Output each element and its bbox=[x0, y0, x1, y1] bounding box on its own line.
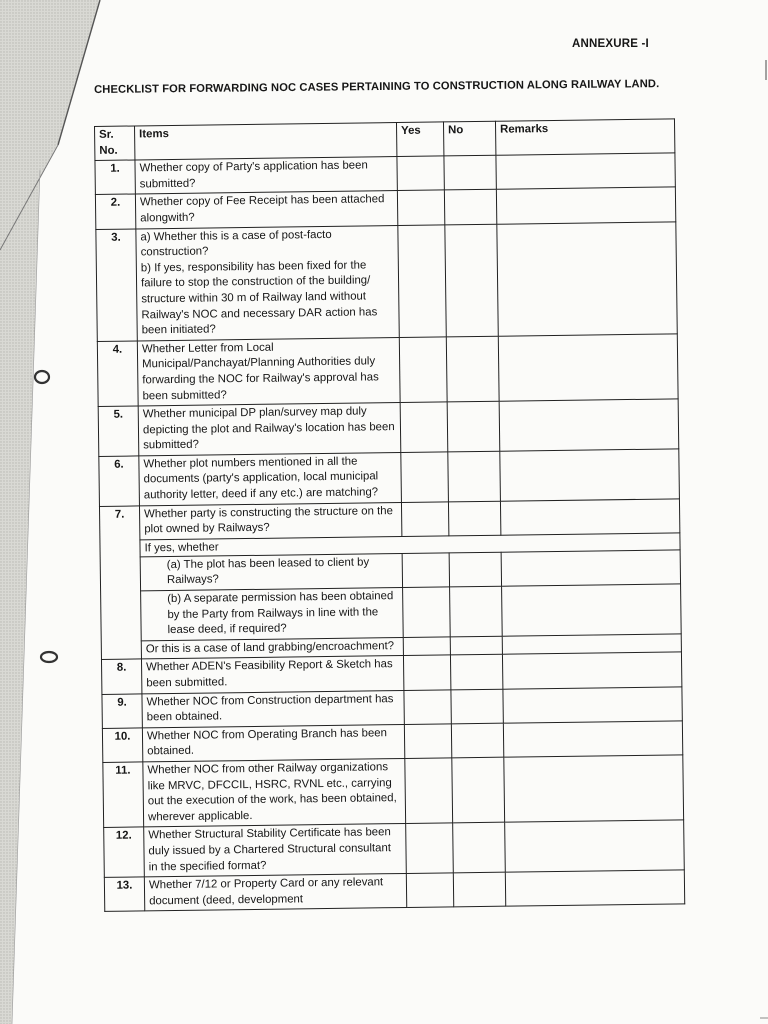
yes-cell[interactable] bbox=[398, 224, 446, 337]
row-item-part-a: a) Whether this is a case of post-facto construction? bbox=[140, 228, 332, 259]
row-item: Whether copy of Fee Receipt has been attached alongwith? bbox=[135, 191, 397, 229]
table-row bbox=[99, 449, 680, 506]
row-number: 9. bbox=[102, 694, 142, 729]
no-cell[interactable] bbox=[445, 224, 498, 337]
row-number: 11. bbox=[103, 762, 144, 828]
remarks-cell[interactable] bbox=[500, 449, 680, 501]
no-cell[interactable] bbox=[453, 823, 506, 873]
row-number: 10. bbox=[102, 728, 142, 763]
row-number: 13. bbox=[104, 877, 144, 912]
annexure-label: ANNEXURE -I bbox=[572, 38, 649, 50]
no-cell[interactable] bbox=[444, 155, 496, 190]
yes-cell[interactable] bbox=[403, 637, 450, 656]
row-item-sub bbox=[140, 553, 402, 591]
yes-cell[interactable] bbox=[401, 452, 449, 502]
yes-cell[interactable] bbox=[404, 724, 451, 759]
remarks-cell[interactable] bbox=[501, 550, 680, 587]
row-item: Whether NOC from Construction department has been obtained. bbox=[142, 690, 404, 728]
row-item-sub-b: (b) A separate permission has been obtained by the Party from Railways in line with the lease deed, if required? bbox=[167, 590, 394, 637]
yes-cell[interactable] bbox=[399, 337, 447, 403]
yes-cell[interactable] bbox=[403, 587, 451, 637]
remarks-cell[interactable] bbox=[503, 686, 682, 723]
row-item: Whether Structural Stability Certificate has been duly issued by a Chartered Structural consultant in the specified format? bbox=[144, 824, 407, 877]
header-sr-no: Sr. No. bbox=[95, 126, 135, 161]
yes-cell[interactable] bbox=[397, 190, 444, 225]
yes-cell[interactable] bbox=[406, 873, 453, 908]
page-title: CHECKLIST FOR FORWARDING NOC CASES PERTAINING TO CONSTRUCTION ALONG RAILWAY LAND. bbox=[94, 78, 660, 96]
no-cell[interactable] bbox=[453, 872, 505, 907]
row-number: 5. bbox=[98, 406, 139, 456]
row-number: 8. bbox=[101, 659, 141, 694]
remarks-cell[interactable] bbox=[505, 820, 685, 872]
remarks-cell[interactable] bbox=[502, 584, 682, 636]
row-number: 1. bbox=[95, 160, 135, 195]
row-item: Whether party is constructing the structure on the plot owned by Railways? bbox=[139, 502, 401, 540]
yes-cell[interactable] bbox=[397, 156, 444, 191]
yes-cell[interactable] bbox=[404, 689, 451, 724]
no-cell[interactable] bbox=[448, 501, 500, 536]
checklist-table bbox=[94, 118, 685, 912]
no-cell[interactable] bbox=[449, 552, 501, 587]
row-number: 4. bbox=[97, 341, 138, 407]
punch-hole-mark bbox=[41, 652, 57, 662]
remarks-cell[interactable] bbox=[500, 499, 679, 536]
checklist-table-wrapper bbox=[94, 118, 684, 912]
no-cell[interactable] bbox=[451, 689, 503, 724]
header-remarks: Remarks bbox=[495, 119, 674, 156]
table-row bbox=[104, 820, 685, 877]
row-item: Whether NOC from other Railway organizations like MRVC, DFCCIL, HSRC, RVNL etc., carrying out the execution of the work, has been obtained, wherever applicable. bbox=[143, 758, 406, 827]
row-number: 6. bbox=[99, 456, 140, 506]
row-number: 3. bbox=[96, 229, 137, 342]
no-cell[interactable] bbox=[452, 757, 505, 823]
table-row bbox=[96, 221, 677, 341]
remarks-cell[interactable] bbox=[502, 634, 681, 655]
header-items: Items bbox=[135, 123, 397, 161]
row-item-if-yes: If yes, whether bbox=[140, 533, 680, 557]
remarks-cell[interactable] bbox=[505, 870, 684, 907]
header-no: No bbox=[443, 121, 495, 156]
remarks-cell[interactable] bbox=[504, 755, 684, 823]
row-item: Whether NOC from Operating Branch has been obtained. bbox=[142, 724, 404, 762]
row-number: 2. bbox=[95, 194, 135, 229]
yes-cell[interactable] bbox=[401, 502, 448, 537]
punch-hole-mark bbox=[35, 371, 49, 383]
yes-cell[interactable] bbox=[402, 553, 449, 588]
table-row bbox=[101, 584, 682, 641]
row-number: 12. bbox=[104, 827, 145, 877]
remarks-cell[interactable] bbox=[502, 652, 681, 689]
table-row bbox=[104, 870, 684, 912]
table-row bbox=[103, 755, 684, 828]
row-item: Whether Letter from Local Municipal/Panchayat/Planning Authorities duly forwarding the NOC for Railway's approval has been submitted? bbox=[137, 337, 400, 406]
no-cell[interactable] bbox=[448, 451, 501, 501]
remarks-cell[interactable] bbox=[497, 221, 677, 335]
no-cell[interactable] bbox=[446, 336, 499, 402]
row-item-sub-a: (a) The plot has been leased to client by Railways? bbox=[166, 556, 370, 587]
yes-cell[interactable] bbox=[400, 402, 448, 452]
table-row bbox=[98, 399, 679, 456]
yes-cell[interactable] bbox=[405, 758, 453, 824]
row-item: Whether copy of Party's application has been submitted? bbox=[135, 157, 397, 195]
row-item: Whether ADEN's Feasibility Report & Sketch has been submitted. bbox=[141, 656, 403, 694]
remarks-cell[interactable] bbox=[496, 187, 675, 224]
no-cell[interactable] bbox=[450, 655, 502, 690]
row-item: Whether plot numbers mentioned in all the documents (party's application, local municipal authority letter, deed if any etc.) are matching? bbox=[139, 452, 402, 505]
no-cell[interactable] bbox=[447, 401, 500, 451]
no-cell[interactable] bbox=[450, 586, 503, 636]
no-cell[interactable] bbox=[451, 723, 503, 758]
remarks-cell[interactable] bbox=[496, 153, 675, 190]
row-item bbox=[136, 225, 399, 341]
row-item-sub bbox=[141, 588, 404, 641]
yes-cell[interactable] bbox=[403, 655, 450, 690]
table-row bbox=[97, 334, 678, 407]
remarks-cell[interactable] bbox=[499, 399, 679, 451]
no-cell[interactable] bbox=[444, 190, 496, 225]
row-item-part-b: b) If yes, responsibility has been fixed for the failure to stop the construction of the building/ structure within 30 m of Railway land without Railway's NOC and necessary DAR action has been initiated? bbox=[140, 259, 378, 337]
no-cell[interactable] bbox=[450, 636, 502, 655]
row-number: 7. bbox=[99, 506, 141, 660]
row-item: Or this is a case of land grabbing/encroachment? bbox=[141, 637, 403, 659]
remarks-cell[interactable] bbox=[503, 721, 682, 758]
row-item: Whether 7/12 or Property Card or any relevant document (deed, development bbox=[144, 874, 406, 912]
header-yes: Yes bbox=[396, 122, 443, 157]
yes-cell[interactable] bbox=[406, 823, 454, 873]
remarks-cell[interactable] bbox=[498, 334, 678, 402]
row-item: Whether municipal DP plan/survey map duly depicting the plot and Railway's location has been submitted? bbox=[138, 403, 401, 456]
